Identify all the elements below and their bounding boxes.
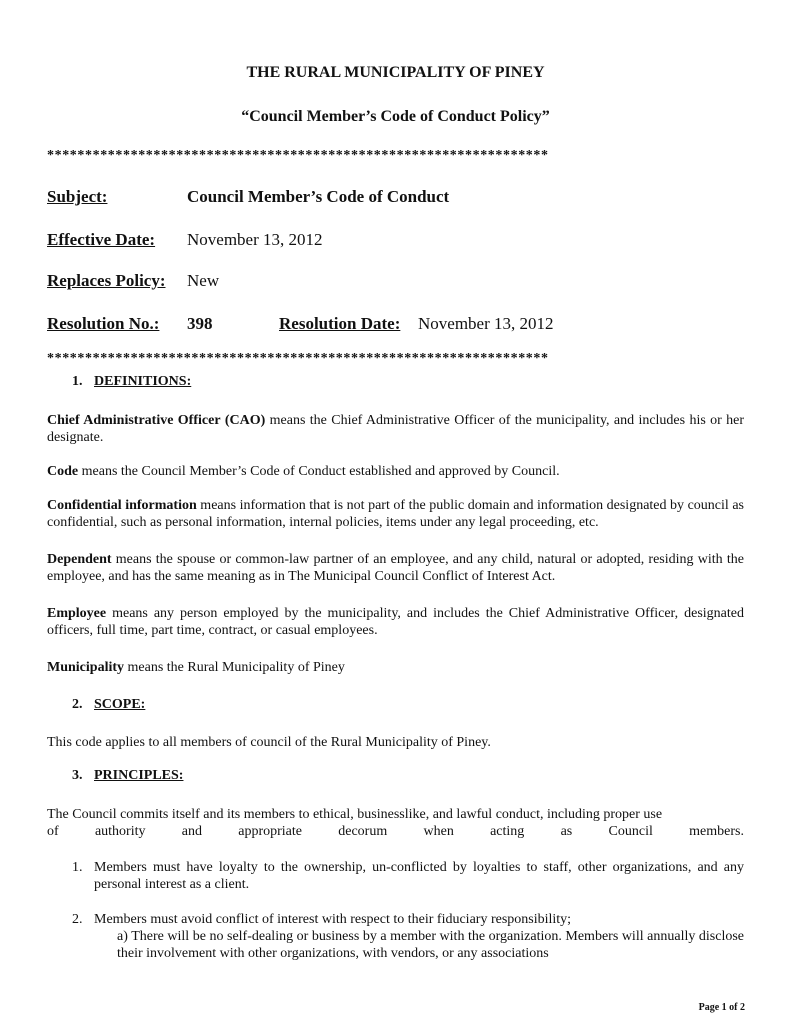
effective-date-value: November 13, 2012 [187, 230, 323, 249]
definition-text: means the spouse or common-law partner of an employee, and any child, natural or adopted, residing with the employee, and has the same meaning as in The Municipal Council Conflict of Interest Act. [47, 552, 744, 584]
list-number: 1. [72, 860, 83, 875]
definition-term: Chief Administrative Officer [47, 413, 221, 428]
resolution-no-value: 398 [187, 314, 213, 333]
intro-word: as [560, 824, 573, 839]
definition-term: Municipality [47, 660, 125, 675]
page-number: Page 1 of 2 [698, 1002, 745, 1013]
replaces-policy-label: Replaces Policy: [47, 271, 166, 290]
definition-term: Dependent [47, 552, 112, 567]
section-scope-heading [72, 697, 145, 713]
principles-intro-line-1: The Council commits itself and its members to ethical, businesslike, and lawful conduct, including proper use [47, 807, 663, 822]
definition-code [47, 463, 744, 480]
definition-text: means information that is not part of the public domain and information designated by council as confidential, such as personal information, internal policies, items under any legal proceeding, etc. [47, 498, 744, 530]
list-number: 2. [72, 912, 83, 927]
section-principles-heading [72, 768, 183, 784]
replaces-policy-value: New [187, 271, 220, 290]
intro-word: authority [94, 824, 146, 839]
principle-item-2a [117, 928, 744, 962]
subject-value: Council Member’s Code of Conduct [187, 187, 450, 206]
section-heading: PRINCIPLES: [94, 768, 184, 783]
section-heading: DEFINITIONS: [94, 374, 192, 389]
section-heading: SCOPE: [94, 697, 146, 712]
intro-word: members. [689, 824, 744, 839]
intro-word: Council [608, 824, 653, 839]
subject-label: Subject: [47, 187, 108, 206]
definition-text: means the Rural Municipality of Piney [124, 660, 345, 675]
sub-item-label: a) [117, 929, 128, 944]
document-title: THE RURAL MUNICIPALITY OF PINEY [246, 64, 545, 81]
definition-confidential-information [47, 497, 744, 531]
section-number: 1. [72, 374, 83, 389]
principle-item-1 [72, 859, 744, 893]
definition-abbreviation: (CAO) [224, 413, 266, 428]
section-number: 2. [72, 697, 83, 712]
intro-word: when [423, 824, 454, 839]
definition-term: Code [47, 464, 79, 479]
resolution-no-label: Resolution No.: [47, 314, 160, 333]
effective-date-label: Effective Date: [47, 230, 156, 249]
definition-text: means the Council Member’s Code of Conduct established and approved by Council. [78, 464, 560, 479]
definition-dependent [47, 551, 744, 585]
intro-word: acting [490, 824, 525, 839]
list-text: Members must have loyalty to the ownership, un-conflicted by loyalties to staff, other organizations, and any personal interest as a client. [94, 860, 744, 892]
resolution-date-label: Resolution Date: [279, 314, 401, 333]
list-text: Members must avoid conflict of interest with respect to their fiduciary responsibility; [94, 912, 572, 927]
definition-text: means the Chief Administrative Officer of the municipality, and includes his or her designate. [47, 413, 744, 445]
scope-text: This code applies to all members of council of the Rural Municipality of Piney. [47, 735, 491, 750]
intro-word: appropriate [238, 824, 302, 839]
definition-employee [47, 605, 744, 639]
intro-word: of [47, 824, 59, 839]
definition-municipality [47, 659, 744, 676]
section-definitions-heading [72, 374, 191, 390]
definition-term: Confidential information [47, 498, 197, 513]
separator-line: ****************************************************************** [47, 352, 549, 366]
section-number: 3. [72, 768, 83, 783]
principle-item-2 [72, 911, 744, 928]
principles-intro-line-2 [47, 823, 744, 840]
definition-term: Employee [47, 606, 107, 621]
resolution-date-value: November 13, 2012 [418, 314, 554, 333]
definition-cao [47, 412, 744, 446]
intro-word: decorum [338, 824, 388, 839]
document-subtitle: “Council Member’s Code of Conduct Policy” [241, 108, 550, 125]
sub-item-text: There will be no self-dealing or business by a member with the organization. Members will annually disclose their involvement with other organizations, with vendors, or any associations [117, 929, 744, 961]
separator-line: ****************************************************************** [47, 149, 549, 163]
intro-word: and [181, 824, 202, 839]
definition-text: means any person employed by the municipality, and includes the Chief Administrative Officer, designated officers, full time, part time, contract, or casual employees. [47, 606, 744, 638]
